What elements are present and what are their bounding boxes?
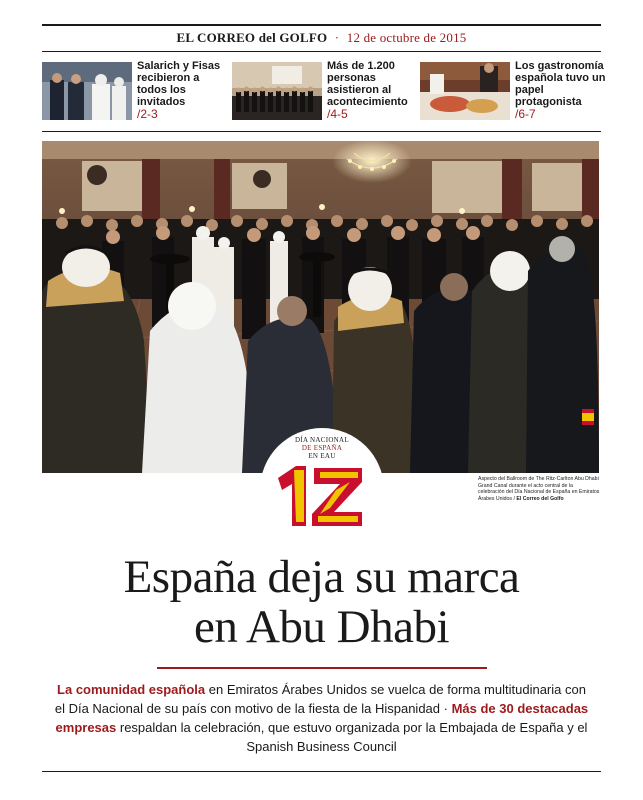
dia-nacional-12-logo-icon (272, 462, 368, 530)
dek-highlight-1: La comunidad española (57, 682, 206, 697)
teaser-strip (42, 60, 606, 124)
ballroom-photo-illustration (42, 141, 599, 473)
masthead-rule (42, 51, 601, 52)
standfirst (52, 680, 591, 756)
logo-line-1: DÍA NACIONAL (295, 436, 349, 444)
teaser-1-text (137, 60, 229, 120)
teaser-2-photo (232, 62, 322, 120)
caption-text: Aspecto del Ballroom de The Ritz-Carlton Abu Dhabi Grand Canal durante el acto central de la celebración del Día Nacional de España en Emiratos Árabes Unidos / (478, 476, 600, 502)
teaser-3[interactable] (420, 60, 606, 124)
dek-text-2: respaldan la celebración, que estuvo organizada por la Embajada de España y el Spanish Business Council (116, 720, 588, 754)
photo-caption (478, 476, 600, 502)
issue-date: 12 de octubre de 2015 (346, 30, 467, 45)
teaser-1-pages: /2-3 (137, 107, 158, 121)
teaser-3-headline: Los gastronomía española tuvo un papel protagonista (515, 60, 606, 108)
teaser-1-photo (42, 62, 132, 120)
masthead (42, 30, 601, 46)
ballroom-photo (42, 141, 599, 473)
teaser-rule (42, 131, 601, 132)
bottom-rule (42, 771, 601, 772)
teaser-2[interactable] (232, 60, 419, 124)
teaser-1[interactable] (42, 60, 229, 124)
teaser-3-text (515, 60, 607, 120)
teaser-3-photo (420, 62, 510, 120)
logo-line-3: EN EAU (308, 452, 336, 460)
dek-highlight-2: Más de 30 destacadas empresas (55, 701, 589, 735)
teaser-3-pages: /6-7 (515, 107, 536, 121)
logo-line-2: DE ESPAÑA (301, 444, 343, 452)
teaser-2-pages: /4-5 (327, 107, 348, 121)
teaser-2-headline: Más de 1.200 personas asistieron al acontecimiento (327, 60, 408, 108)
dek-text-1: en Emiratos Árabes Unidos se vuelca de forma multitudinaria con el Día Nacional de su país con motivo de la fiesta de la Hispanidad · (54, 682, 586, 716)
headline-line-1: España deja su marca (123, 551, 520, 603)
headline-divider (157, 667, 487, 669)
publication-name: EL CORREO del GOLFO (176, 30, 328, 45)
caption-credit: El Correo del Golfo (516, 495, 564, 502)
logo-badge-text (260, 436, 384, 460)
teaser-2-text (327, 60, 419, 120)
top-rule (42, 24, 601, 26)
teaser-1-headline: Salarich y Fisas recibieron a todos los invitados (137, 60, 221, 108)
masthead-separator: · (334, 30, 340, 45)
headline-line-2: en Abu Dhabi (193, 601, 450, 653)
main-headline (42, 552, 601, 652)
